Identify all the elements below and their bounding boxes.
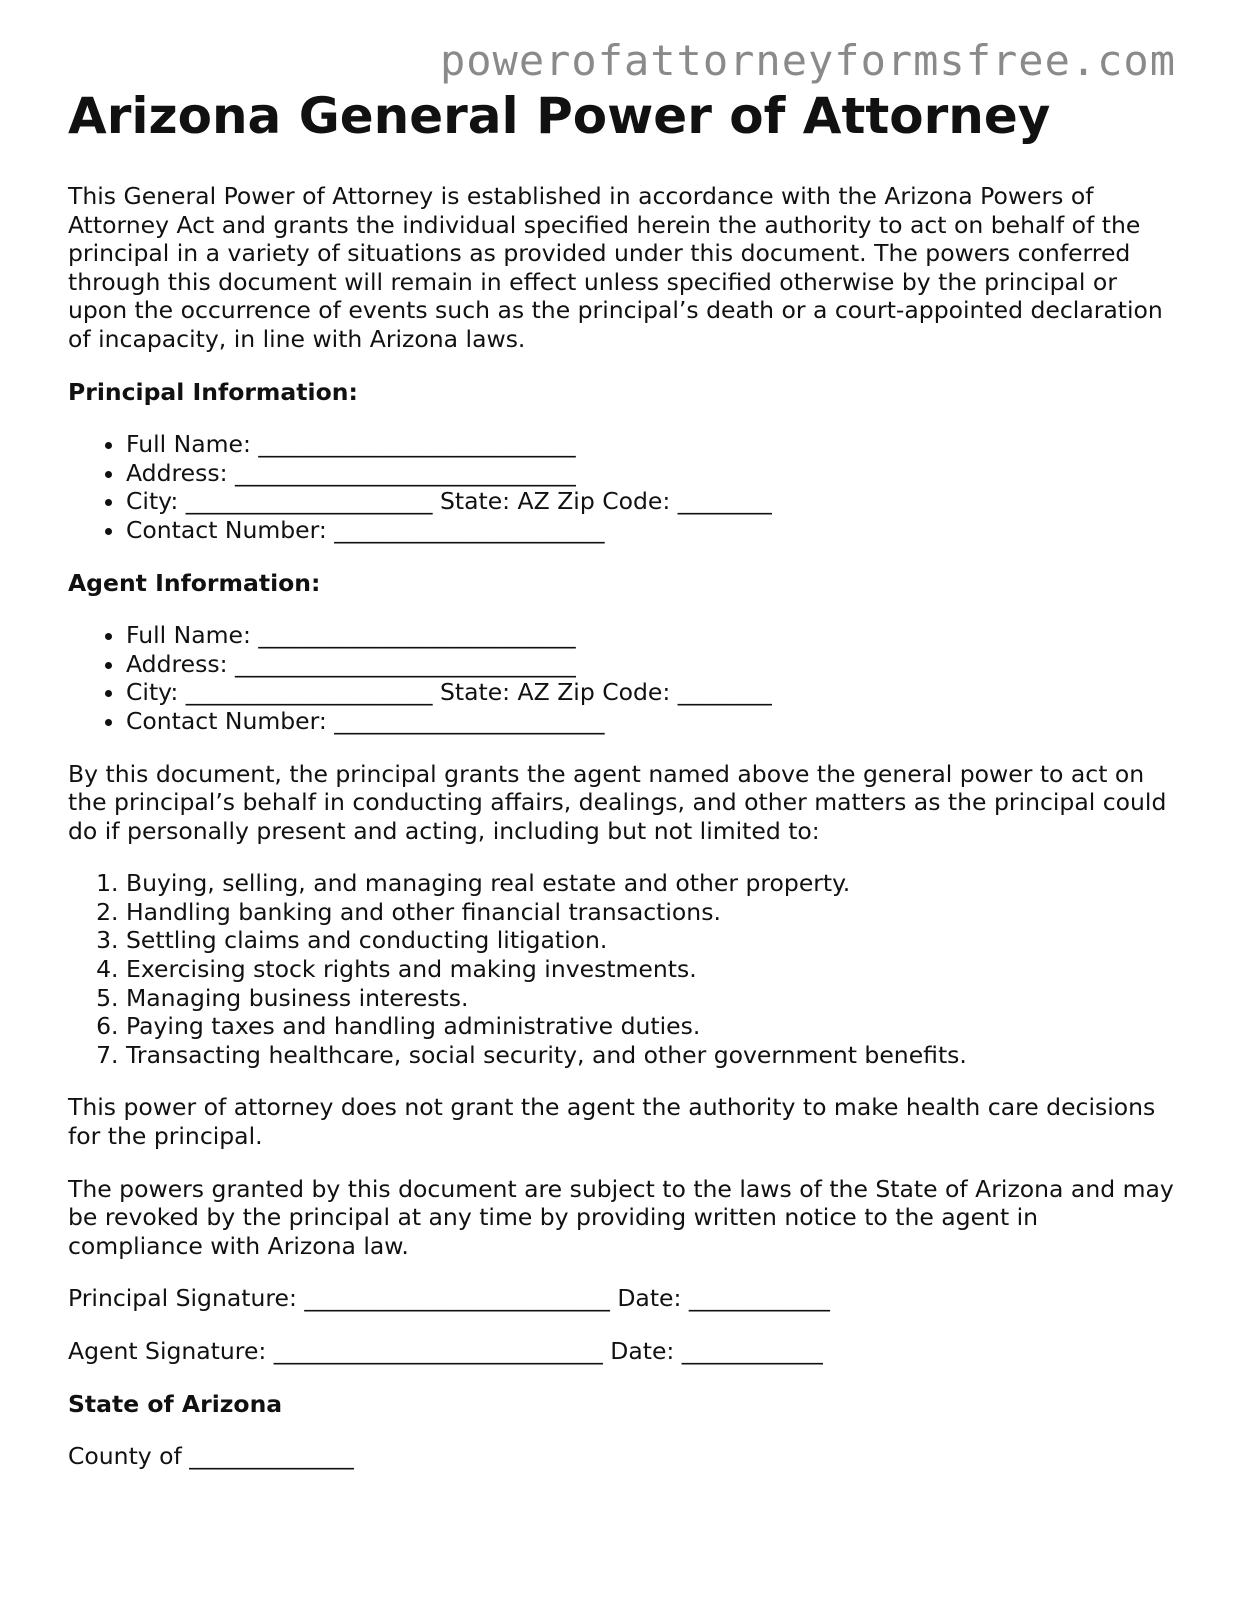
principal-info-heading: Principal Information:	[68, 377, 358, 406]
agent-contact-number-field: • Contact Number: _______________________	[126, 707, 1178, 736]
document-page	[68, 86, 1178, 1495]
grant-paragraph: By this document, the principal grants the agent named above the general power to act on the principal’s behalf in conducting affairs, dealings, and other matters as the principal could do if personally present and acting, including but not limited to:	[68, 759, 1167, 845]
health-care-note: This power of attorney does not grant the agent the authority to make health care decisions for the principal.	[68, 1093, 1156, 1151]
agent-info-heading: Agent Information:	[68, 568, 321, 597]
revocation-paragraph: The powers granted by this document are subject to the laws of the State of Arizona and may be revoked by the principal at any time by providing written notice to the agent in compliance with Arizona law.	[68, 1174, 1174, 1260]
agent-signature-line: Agent Signature: ____________________________ Date: ____________	[68, 1337, 823, 1365]
principal-city-state-zip-field: • City: _____________________ State: AZ Zip Code: ________	[126, 487, 1178, 516]
principal-contact-number-field: • Contact Number: _______________________	[126, 516, 1178, 545]
power-item: 3. Settling claims and conducting litigation.	[126, 926, 1178, 955]
county-line: County of ______________	[68, 1442, 354, 1471]
power-item: 7. Transacting healthcare, social security, and other government benefits.	[126, 1041, 1178, 1070]
site-watermark: powerofattorneyformsfree.com	[439, 36, 1176, 85]
power-item: 5. Managing business interests.	[126, 984, 1178, 1013]
power-item: 2. Handling banking and other financial transactions.	[126, 898, 1178, 927]
principal-address-field: • Address: _____________________________	[126, 459, 1178, 488]
principal-info-list	[68, 430, 1178, 544]
power-item: 4. Exercising stock rights and making investments.	[126, 955, 1178, 984]
agent-full-name-field: • Full Name: ___________________________	[126, 621, 1178, 650]
agent-address-field: • Address: _____________________________	[126, 650, 1178, 679]
principal-full-name-field: • Full Name: ___________________________	[126, 430, 1178, 459]
agent-city-state-zip-field: • City: _____________________ State: AZ Zip Code: ________	[126, 678, 1178, 707]
state-heading: State of Arizona	[68, 1389, 283, 1418]
document-title: Arizona General Power of Attorney	[68, 87, 1051, 145]
principal-signature-line: Principal Signature: __________________________ Date: ____________	[68, 1284, 830, 1313]
power-item: 1. Buying, selling, and managing real estate and other property.	[126, 869, 1178, 898]
intro-paragraph: This General Power of Attorney is established in accordance with the Arizona Powers of Attorney Act and grants the individual specified herein the authority to act on behalf of the principal in a variety of situations as provided under this document. The powers conferred through this document will remain in effect unless specified otherwise by the principal or upon the occurrence of events such as the principal’s death or a court-appointed declaration of incapacity, in line with Arizona laws.	[68, 182, 1163, 353]
powers-list	[68, 869, 1178, 1069]
power-item: 6. Paying taxes and handling administrative duties.	[126, 1012, 1178, 1041]
agent-info-list	[68, 621, 1178, 735]
